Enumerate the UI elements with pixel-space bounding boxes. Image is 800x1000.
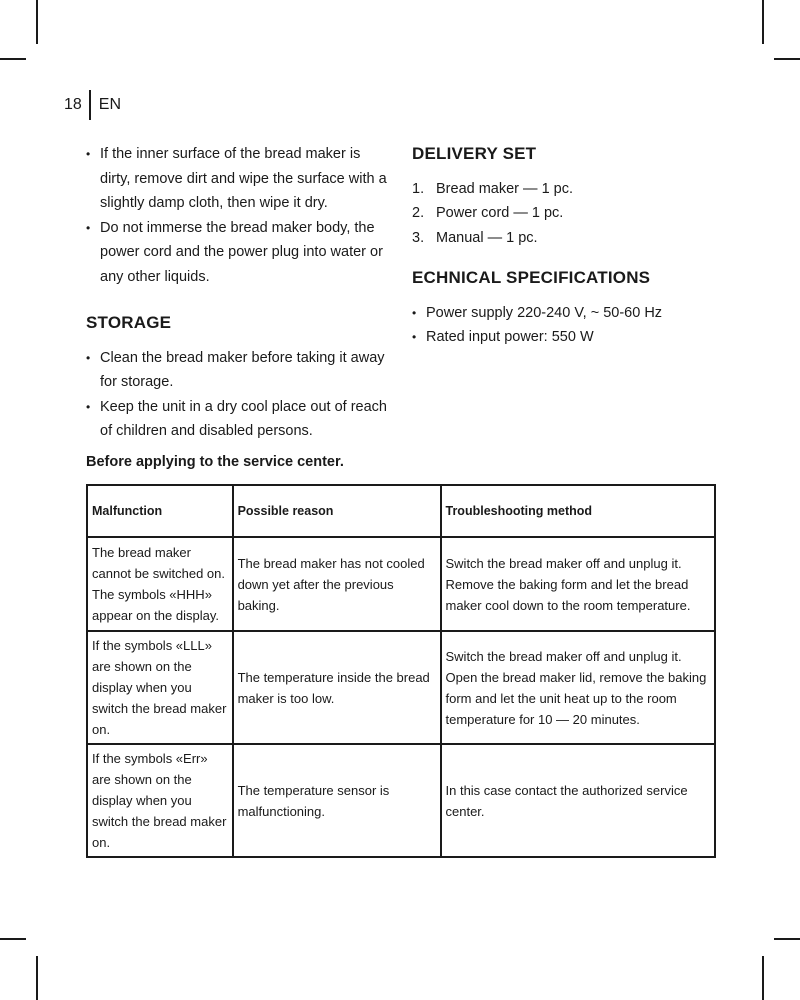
cell-reason: The bread maker has not cooled down yet after the previous baking.: [233, 537, 441, 631]
troubleshooting-table: [86, 484, 716, 858]
right-column: [412, 142, 712, 350]
table-row: [87, 744, 715, 857]
crop-mark-top-left-h: [0, 58, 26, 60]
tech-spec-item: • Rated input power: 550 W: [412, 325, 712, 350]
column-header-malfunction: Malfunction: [87, 485, 233, 537]
storage-item: • Keep the unit in a dry cool place out of reach of children and disabled persons.: [86, 395, 391, 444]
crop-mark-top-right-h: [774, 58, 800, 60]
crop-mark-bottom-right: [762, 956, 764, 1000]
delivery-item-number: 1.: [412, 180, 425, 197]
cell-malfunction: If the symbols «Err» are shown on the display when you switch the bread maker on.: [87, 744, 233, 857]
crop-mark-top-right: [762, 0, 764, 44]
cell-reason: The temperature inside the bread maker is too low.: [233, 631, 441, 744]
care-item: • If the inner surface of the bread maker is dirty, remove dirt and wipe the surface with a slightly damp cloth, then wipe it dry.: [86, 142, 391, 216]
delivery-item: [412, 177, 712, 202]
tech-spec-item: • Power supply 220-240 V, ~ 50-60 Hz: [412, 301, 712, 326]
delivery-item-text: Bread maker — 1 pc.: [436, 180, 573, 197]
table-row: [87, 537, 715, 631]
cell-malfunction: The bread maker cannot be switched on. The symbols «HHH» appear on the display.: [87, 537, 233, 631]
delivery-list: [412, 177, 712, 251]
tech-specs-list: [412, 301, 712, 350]
cell-method: Switch the bread maker off and unplug it. Remove the baking form and let the bread maker cool down to the room temperature.: [441, 537, 716, 631]
crop-mark-bottom-left: [36, 956, 38, 1000]
cell-malfunction: If the symbols «LLL» are shown on the display when you switch the bread maker on.: [87, 631, 233, 744]
service-center-heading: Before applying to the service center.: [86, 454, 344, 470]
table-row: [87, 631, 715, 744]
care-list: [86, 142, 391, 289]
tech-specs-heading: ECHNICAL SPECIFICATIONS: [412, 268, 651, 287]
page-number: 18: [64, 96, 82, 113]
column-header-method: Troubleshooting method: [441, 485, 716, 537]
table-header-row: [87, 485, 715, 537]
delivery-heading: DELIVERY SET: [412, 144, 537, 163]
left-column: [86, 142, 391, 444]
cell-reason: The temperature sensor is malfunctioning.: [233, 744, 441, 857]
delivery-item-number: 2.: [412, 205, 425, 221]
storage-heading: STORAGE: [86, 313, 172, 332]
delivery-item: [412, 226, 712, 251]
delivery-item-text: Manual — 1 pc.: [436, 229, 538, 246]
page-header: [64, 90, 121, 120]
delivery-item-text: Power cord — 1 pc.: [436, 205, 564, 221]
language-code: EN: [98, 96, 122, 113]
storage-list: [86, 346, 391, 444]
crop-mark-bottom-right-h: [774, 938, 800, 940]
column-header-reason: Possible reason: [233, 485, 441, 537]
storage-item: • Clean the bread maker before taking it away for storage.: [86, 346, 391, 395]
cell-method: Switch the bread maker off and unplug it. Open the bread maker lid, remove the baking form and let the unit heat up to the room temperature for 10 — 20 minutes.: [441, 631, 716, 744]
crop-mark-top-left: [36, 0, 38, 44]
crop-mark-bottom-left-h: [0, 938, 26, 940]
delivery-item-number: 3.: [412, 229, 425, 246]
delivery-item: [412, 201, 712, 226]
care-item: • Do not immerse the bread maker body, the power cord and the power plug into water or any other liquids.: [86, 216, 391, 290]
cell-method: In this case contact the authorized service center.: [441, 744, 716, 857]
